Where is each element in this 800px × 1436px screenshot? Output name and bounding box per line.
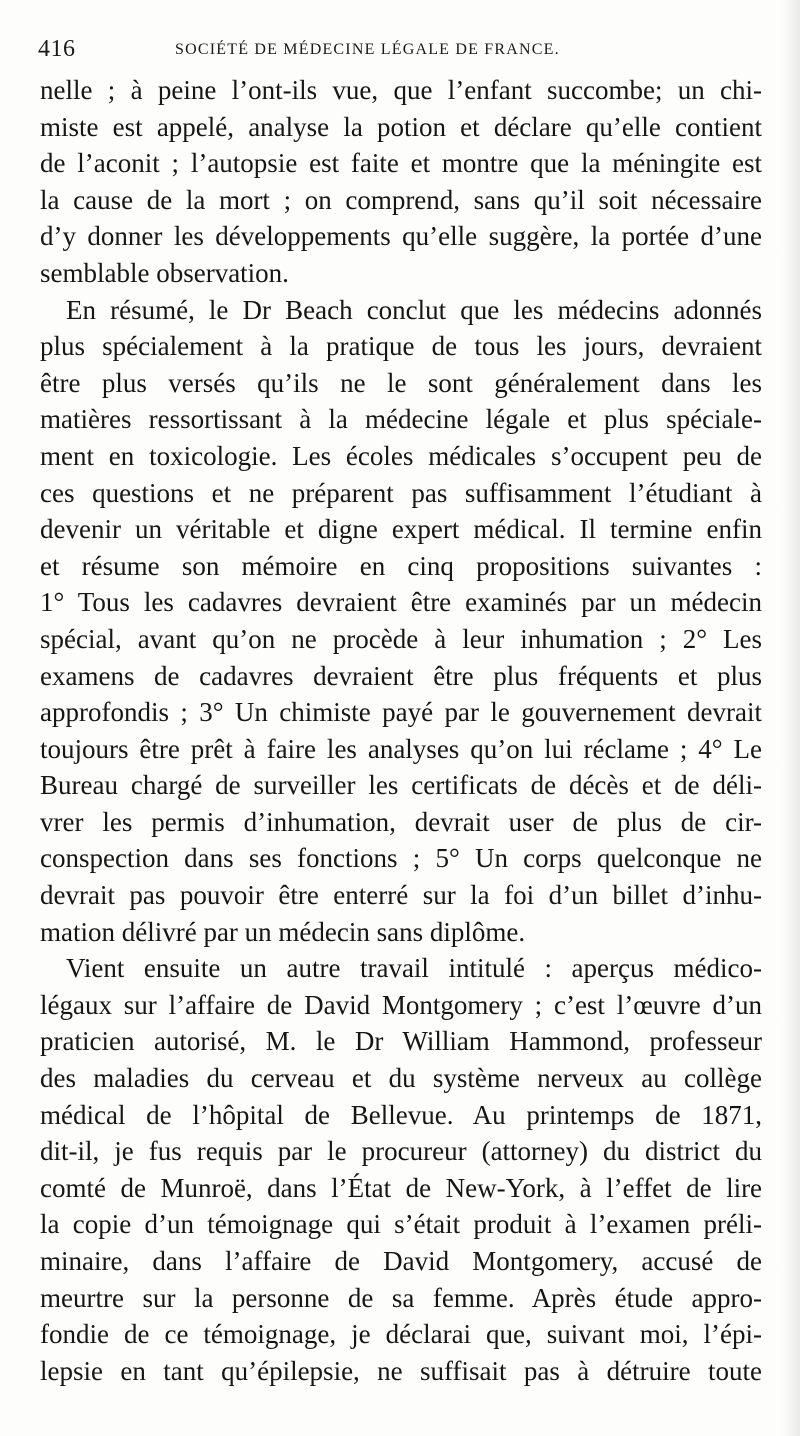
text-line: minaire, dans l’affaire de David Montgomery, accusé de [40, 1246, 762, 1276]
body-text [40, 72, 762, 1389]
page-number: 416 [38, 36, 76, 62]
text-line: comté de Munroë, dans l’État de New-York, à l’effet de lire [40, 1172, 763, 1203]
text-line: vrer les permis d’inhumation, devrait user de plus de cir- [40, 806, 763, 837]
text-line: légaux sur l’affaire de David Montgomery ; c’est l’œuvre d’un [40, 989, 762, 1020]
text-line: nelle ; à peine l’ont-ils vue, que l’enfant succombe; un chi- [40, 75, 763, 105]
running-title: SOCIÉTÉ DE MÉDECINE LÉGALE DE FRANCE. [175, 41, 560, 58]
text-line: devenir un véritable et digne expert médical. Il termine enfin [40, 514, 762, 545]
text-line: praticien autorisé, M. le Dr William Hammond, professeur [40, 1026, 762, 1057]
text-line: et résume son mémoire en cinq propositions suivantes : [40, 550, 762, 581]
paragraph-3 [40, 950, 762, 1389]
text-line: la copie d’un témoignage qui s’était produit à l’examen préli- [40, 1209, 763, 1240]
text-line: plus spécialement à la pratique de tous les jours, devraient [40, 331, 762, 362]
text-line: toujours être prêt à faire les analyses qu’on lui réclame ; 4° Le [40, 733, 762, 764]
text-line: spécial, avant qu’on ne procède à leur inhumation ; 2° Les [40, 623, 763, 654]
text-line: conspection dans ses fonctions ; 5° Un corps quelconque ne [40, 843, 762, 874]
text-line: matières ressortissant à la médecine légale et plus spéciale- [40, 404, 763, 435]
paragraph-2 [40, 292, 762, 951]
text-line: fondie de ce témoignage, je déclarai que, suivant moi, l’épi- [40, 1319, 762, 1350]
binding-shadow [782, 0, 800, 1436]
text-line: ment en toxicologie. Les écoles médicales s’occupent peu de [40, 440, 762, 471]
text-line: de l’aconit ; l’autopsie est faite et montre que la méningite est [40, 148, 762, 179]
paragraph-1 [40, 72, 762, 292]
text-line-last: semblable observation. [40, 257, 289, 288]
text-line: miste est appelé, analyse la potion et déclare qu’elle contient [40, 111, 763, 142]
text-line: examens de cadavres devraient être plus fréquents et plus [40, 660, 762, 691]
text-line-last: mation délivré par un médecin sans diplôme. [40, 916, 526, 947]
text-line: devrait pas pouvoir être enterré sur la foi d’un billet d’inhu- [40, 880, 762, 911]
text-line: meurtre sur la personne de sa femme. Après étude appro- [40, 1282, 763, 1313]
text-line: lepsie en tant qu’épilepsie, ne suffisait pas à détruire toute [40, 1355, 762, 1386]
text-line: Bureau chargé de surveiller les certificats de décès et de déli- [40, 770, 762, 801]
text-line: ces questions et ne préparent pas suffisamment l’étudiant à [40, 477, 763, 508]
text-line: approfondis ; 3° Un chimiste payé par le gouvernement devrait [40, 697, 763, 728]
text-line: 1° Tous les cadavres devraient être examinés par un médecin [40, 587, 762, 618]
text-line: En résumé, le Dr Beach conclut que les médecins adonnés [66, 294, 763, 325]
text-line: la cause de la mort ; on comprend, sans qu’il soit nécessaire [40, 184, 762, 215]
text-line: des maladies du cerveau et du système nerveux au collège [40, 1063, 762, 1094]
page-header [38, 36, 758, 66]
text-line: être plus versés qu’ils ne le sont généralement dans les [40, 367, 763, 398]
text-line: dit-il, je fus requis par le procureur (attorney) du district du [40, 1136, 762, 1167]
text-line: médical de l’hôpital de Bellevue. Au printemps de 1871, [40, 1099, 763, 1130]
text-line: d’y donner les développements qu’elle suggère, la portée d’une [40, 221, 763, 252]
text-line: Vient ensuite un autre travail intitulé : aperçus médico- [66, 953, 762, 984]
